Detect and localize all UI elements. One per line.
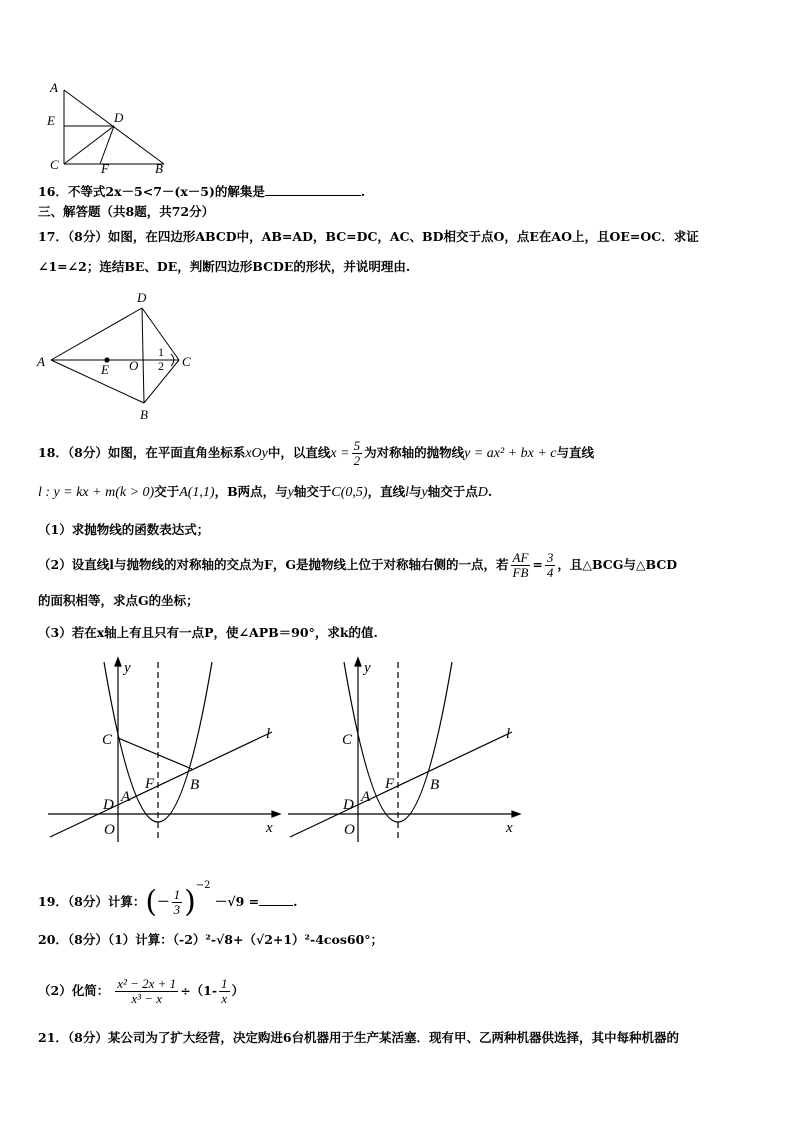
label-l: l <box>506 726 511 742</box>
q19-minus: － <box>157 894 170 909</box>
q18-text-a: 18．（8分）如图，在平面直角坐标系 <box>38 445 246 460</box>
q18-text-b: 中，以直线 <box>267 445 331 460</box>
parabola-graph-left <box>44 652 284 846</box>
fraction-AF-FB <box>511 551 531 580</box>
q18-y: y <box>287 485 294 500</box>
label-B: B <box>140 407 148 422</box>
label-B: B <box>155 161 163 176</box>
poly-num: x² − 2x + 1 <box>117 976 177 991</box>
q20-text-c: ） <box>231 983 245 998</box>
question-16 <box>38 183 365 200</box>
q18-line-eq: l : y = kx + m(k > 0) <box>38 485 155 500</box>
label-A: A <box>121 789 131 805</box>
q18-x-eq: x = <box>330 446 350 461</box>
frac-4: 4 <box>546 565 554 580</box>
q18-text-c: 为对称轴的抛物线 <box>364 445 465 460</box>
label-C: C <box>102 732 113 748</box>
frac-num: 5 <box>353 438 361 453</box>
fraction-1-x <box>219 977 230 1006</box>
frac-den: 2 <box>353 453 361 468</box>
label-C: C <box>182 354 191 369</box>
section-title-3: 三、解答题（共8题，共72分） <box>38 204 215 219</box>
frac-AF: AF <box>512 550 529 565</box>
q18-sub2-text-b: ，且△BCG与△BCD <box>557 557 678 572</box>
label-D: D <box>103 797 114 813</box>
axis-y-label: y <box>124 660 131 676</box>
q16-end: . <box>360 184 366 199</box>
fraction-5-2 <box>352 439 363 468</box>
triangle-figure-15 <box>42 80 182 178</box>
q18-text-i: 与 <box>408 484 422 499</box>
label-A: A <box>50 80 58 95</box>
label-D: D <box>137 290 147 305</box>
q18-y2: y <box>421 485 428 500</box>
frac-num-1: 1 <box>221 976 228 991</box>
axis-x-label: x <box>266 820 273 836</box>
label-F: F <box>145 776 155 792</box>
label-1: 1 <box>158 345 164 359</box>
axis-y-label: y <box>364 660 371 676</box>
q20-text-b: ÷（1- <box>180 983 218 998</box>
q18-sub2 <box>38 549 677 581</box>
label-O: O <box>344 822 355 838</box>
q18-text-f: ，B两点，与 <box>214 484 288 499</box>
q18-sub2-line2: 的面积相等，求点G的坐标； <box>38 593 199 608</box>
label-A: A <box>37 354 45 369</box>
q18-sub1: （1）求抛物线的函数表达式； <box>38 522 210 537</box>
q17-line2: ∠1=∠2；连结BE、DE，判断四边形BCDE的形状，并说明理由. <box>38 259 411 274</box>
answer-blank-16[interactable] <box>265 183 361 196</box>
q20-line1: 20．（8分）（1）计算：（-2）²-√8+（√2+1）²-4cos60°； <box>38 932 384 947</box>
label-D: D <box>114 110 124 125</box>
label-O: O <box>104 822 115 838</box>
quadrilateral-figure-17 <box>34 288 204 424</box>
q18-l: l <box>405 485 409 500</box>
q18-sub3: （3）若在x轴上有且只有一点P，使∠APB＝90°，求k的值. <box>38 625 378 640</box>
q19-text: 19．（8分）计算： <box>38 894 146 909</box>
label-D: D <box>343 797 354 813</box>
q20-text-a: （2）化简： <box>38 983 110 998</box>
q18-xoy: xOy <box>245 446 268 461</box>
fraction-1-3 <box>172 888 183 917</box>
frac-3: 3 <box>546 550 554 565</box>
label-E: E <box>101 362 109 377</box>
label-E: E <box>47 113 55 128</box>
label-F: F <box>101 161 109 176</box>
label-O: O <box>129 358 139 373</box>
q18-D: D <box>477 485 488 500</box>
frac-1: 1 <box>173 887 181 902</box>
q18-end: . <box>487 484 493 499</box>
q16-text: 16．不等式2x－5<7－(x－5)的解集是 <box>38 184 265 199</box>
q19-line: 19．（8分）计算：(－ $\frac{1}{3}$ )$^{-2}$ －√9 = . <box>38 880 298 920</box>
fraction-poly <box>115 977 178 1006</box>
label-C: C <box>50 157 59 172</box>
parabola-graph-right <box>284 652 524 846</box>
q18-text-h: ，直线 <box>367 484 406 499</box>
q18-line2 <box>38 483 492 502</box>
answer-blank-19[interactable] <box>259 893 293 906</box>
q18-text-e: 交于 <box>154 484 180 499</box>
label-B: B <box>190 777 200 793</box>
q18-text-d: 与直线 <box>556 445 595 460</box>
q18-text-g: 轴交于 <box>293 484 332 499</box>
frac-den-x: x <box>221 991 228 1006</box>
frac-FB: FB <box>512 565 529 580</box>
q18-text-j: 轴交于点 <box>427 484 478 499</box>
q18-sub2-text: （2）设直线l与抛物线的对称轴的交点为F，G是抛物线上位于对称轴右侧的一点，若 <box>38 557 509 572</box>
label-F: F <box>385 776 395 792</box>
label-C: C <box>342 732 353 748</box>
frac-3: 3 <box>173 902 181 917</box>
label-A: A <box>361 789 371 805</box>
axis-x-label: x <box>506 820 513 836</box>
q18-point-A: A(1,1) <box>179 485 215 500</box>
q17-line1: 17．（8分）如图，在四边形ABCD中，AB=AD，BC=DC，AC、BD相交于点O，点E在AO上，且OE=OC．求证 <box>38 229 699 244</box>
fraction-3-4 <box>545 551 556 580</box>
poly-den: x³ − x <box>131 991 163 1006</box>
q19-end: . <box>293 894 298 909</box>
q18-line1 <box>38 438 594 468</box>
equals: = <box>532 557 543 572</box>
label-l: l <box>266 726 271 742</box>
label-B: B <box>430 777 440 793</box>
q21-line1: 21．（8分）某公司为了扩大经营，决定购进6台机器用于生产某活塞．现有甲、乙两种机器供选择，其中每种机器的 <box>38 1030 680 1045</box>
q18-point-C: C(0,5) <box>331 485 368 500</box>
q19-exponent: −2 <box>195 880 211 891</box>
q19-rest: －√9 = <box>214 894 260 909</box>
q18-parabola-eq: y = ax² + bx + c <box>464 446 557 461</box>
label-2: 2 <box>158 359 164 373</box>
q20-line2 <box>38 973 244 1009</box>
